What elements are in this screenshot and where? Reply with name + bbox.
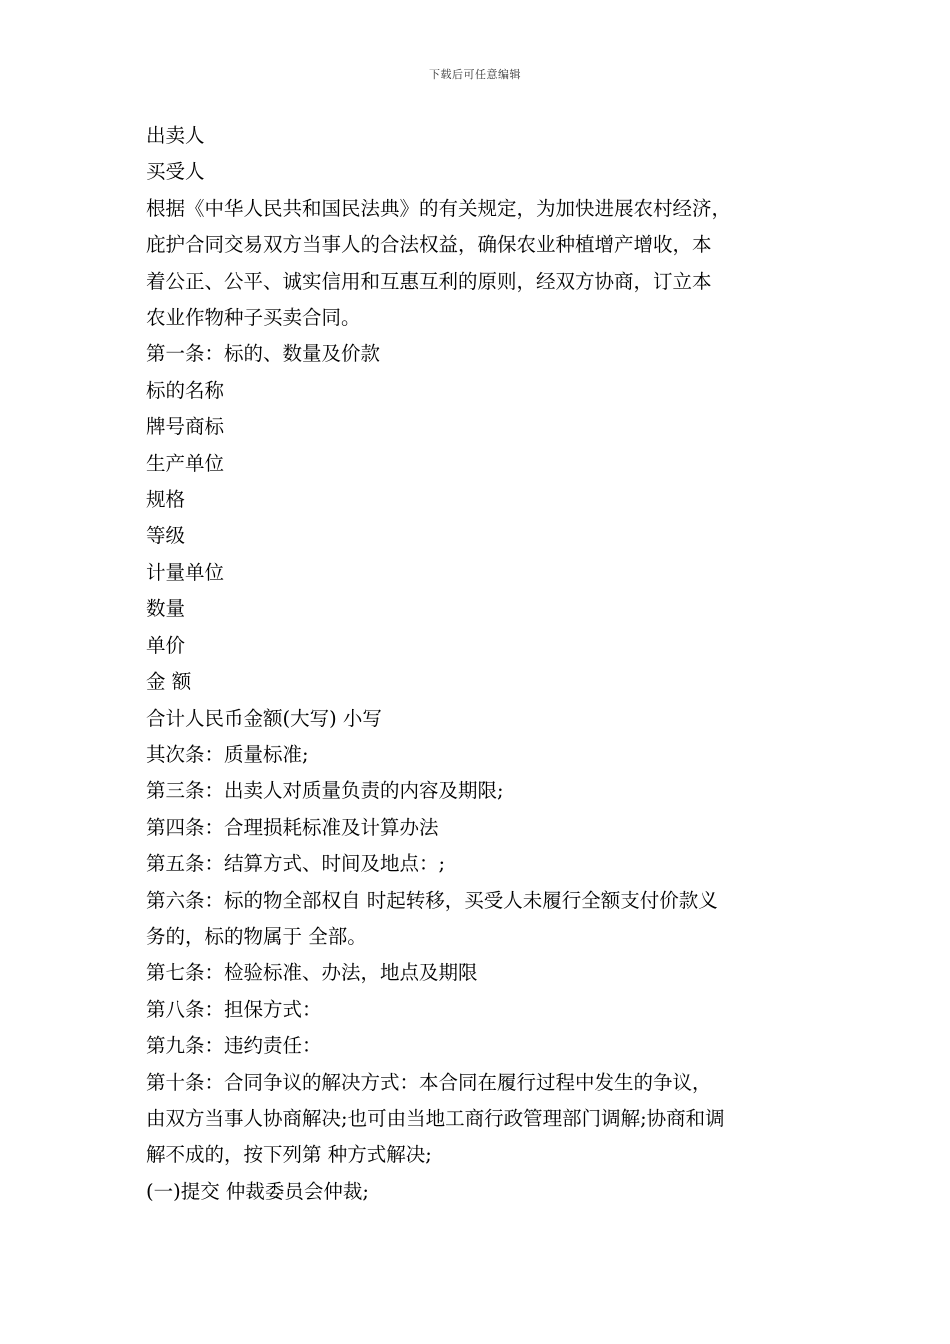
text-line-preamble-3: 着公正、公平、诚实信用和互惠互利的原则，经双方协商，订立本 — [146, 269, 712, 293]
article-1-heading: 第一条：标的、数量及价款 — [146, 342, 381, 366]
field-unit-price: 单价 — [146, 633, 186, 657]
article-10-option-1: (一)提交 仲裁委员会仲裁; — [146, 1179, 369, 1203]
page-header: 下载后可任意编辑 — [429, 68, 521, 81]
field-grade: 等级 — [146, 524, 186, 548]
text-line-preamble-1: 根据《中华人民共和国民法典》的有关规定，为加快进展农村经济， — [146, 196, 732, 220]
text-line-seller: 出卖人 — [146, 124, 205, 147]
article-9: 第九条：违约责任： — [146, 1034, 322, 1058]
article-5: 第五条：结算方式、时间及地点：; — [146, 852, 446, 876]
field-brand-trademark: 牌号商标 — [146, 415, 225, 439]
article-10-line-3: 解不成的，按下列第 种方式解决; — [146, 1143, 432, 1167]
article-2: 其次条：质量标准; — [146, 742, 309, 766]
field-producer: 生产单位 — [146, 451, 225, 475]
article-3: 第三条：出卖人对质量负责的内容及期限; — [146, 779, 504, 803]
article-10-line-1: 第十条：合同争议的解决方式：本合同在履行过程中发生的争议， — [146, 1070, 712, 1094]
field-total-amount: 合计人民币金额(大写) 小写 — [146, 706, 382, 730]
text-line-preamble-4: 农业作物种子买卖合同。 — [146, 306, 361, 330]
field-subject-name: 标的名称 — [146, 378, 225, 402]
field-quantity: 数量 — [146, 597, 186, 621]
article-4: 第四条：合理损耗标准及计算办法 — [146, 815, 439, 839]
article-10-line-2: 由双方当事人协商解决;也可由当地工商行政管理部门调解;协商和调 — [146, 1106, 725, 1130]
article-8: 第八条：担保方式： — [146, 997, 322, 1021]
article-6-line-1: 第六条：标的物全部权自 时起转移，买受人未履行全额支付价款义 — [146, 888, 718, 912]
text-line-buyer: 买受人 — [146, 160, 205, 184]
text-line-preamble-2: 庇护合同交易双方当事人的合法权益，确保农业种植增产增收，本 — [146, 233, 712, 257]
article-7: 第七条：检验标准、办法，地点及期限 — [146, 961, 478, 985]
article-6-line-2: 务的，标的物属于 全部。 — [146, 924, 367, 948]
field-specification: 规格 — [146, 488, 186, 512]
field-amount: 金 额 — [146, 670, 192, 694]
document-body — [146, 118, 816, 1210]
field-unit: 计量单位 — [146, 560, 225, 584]
